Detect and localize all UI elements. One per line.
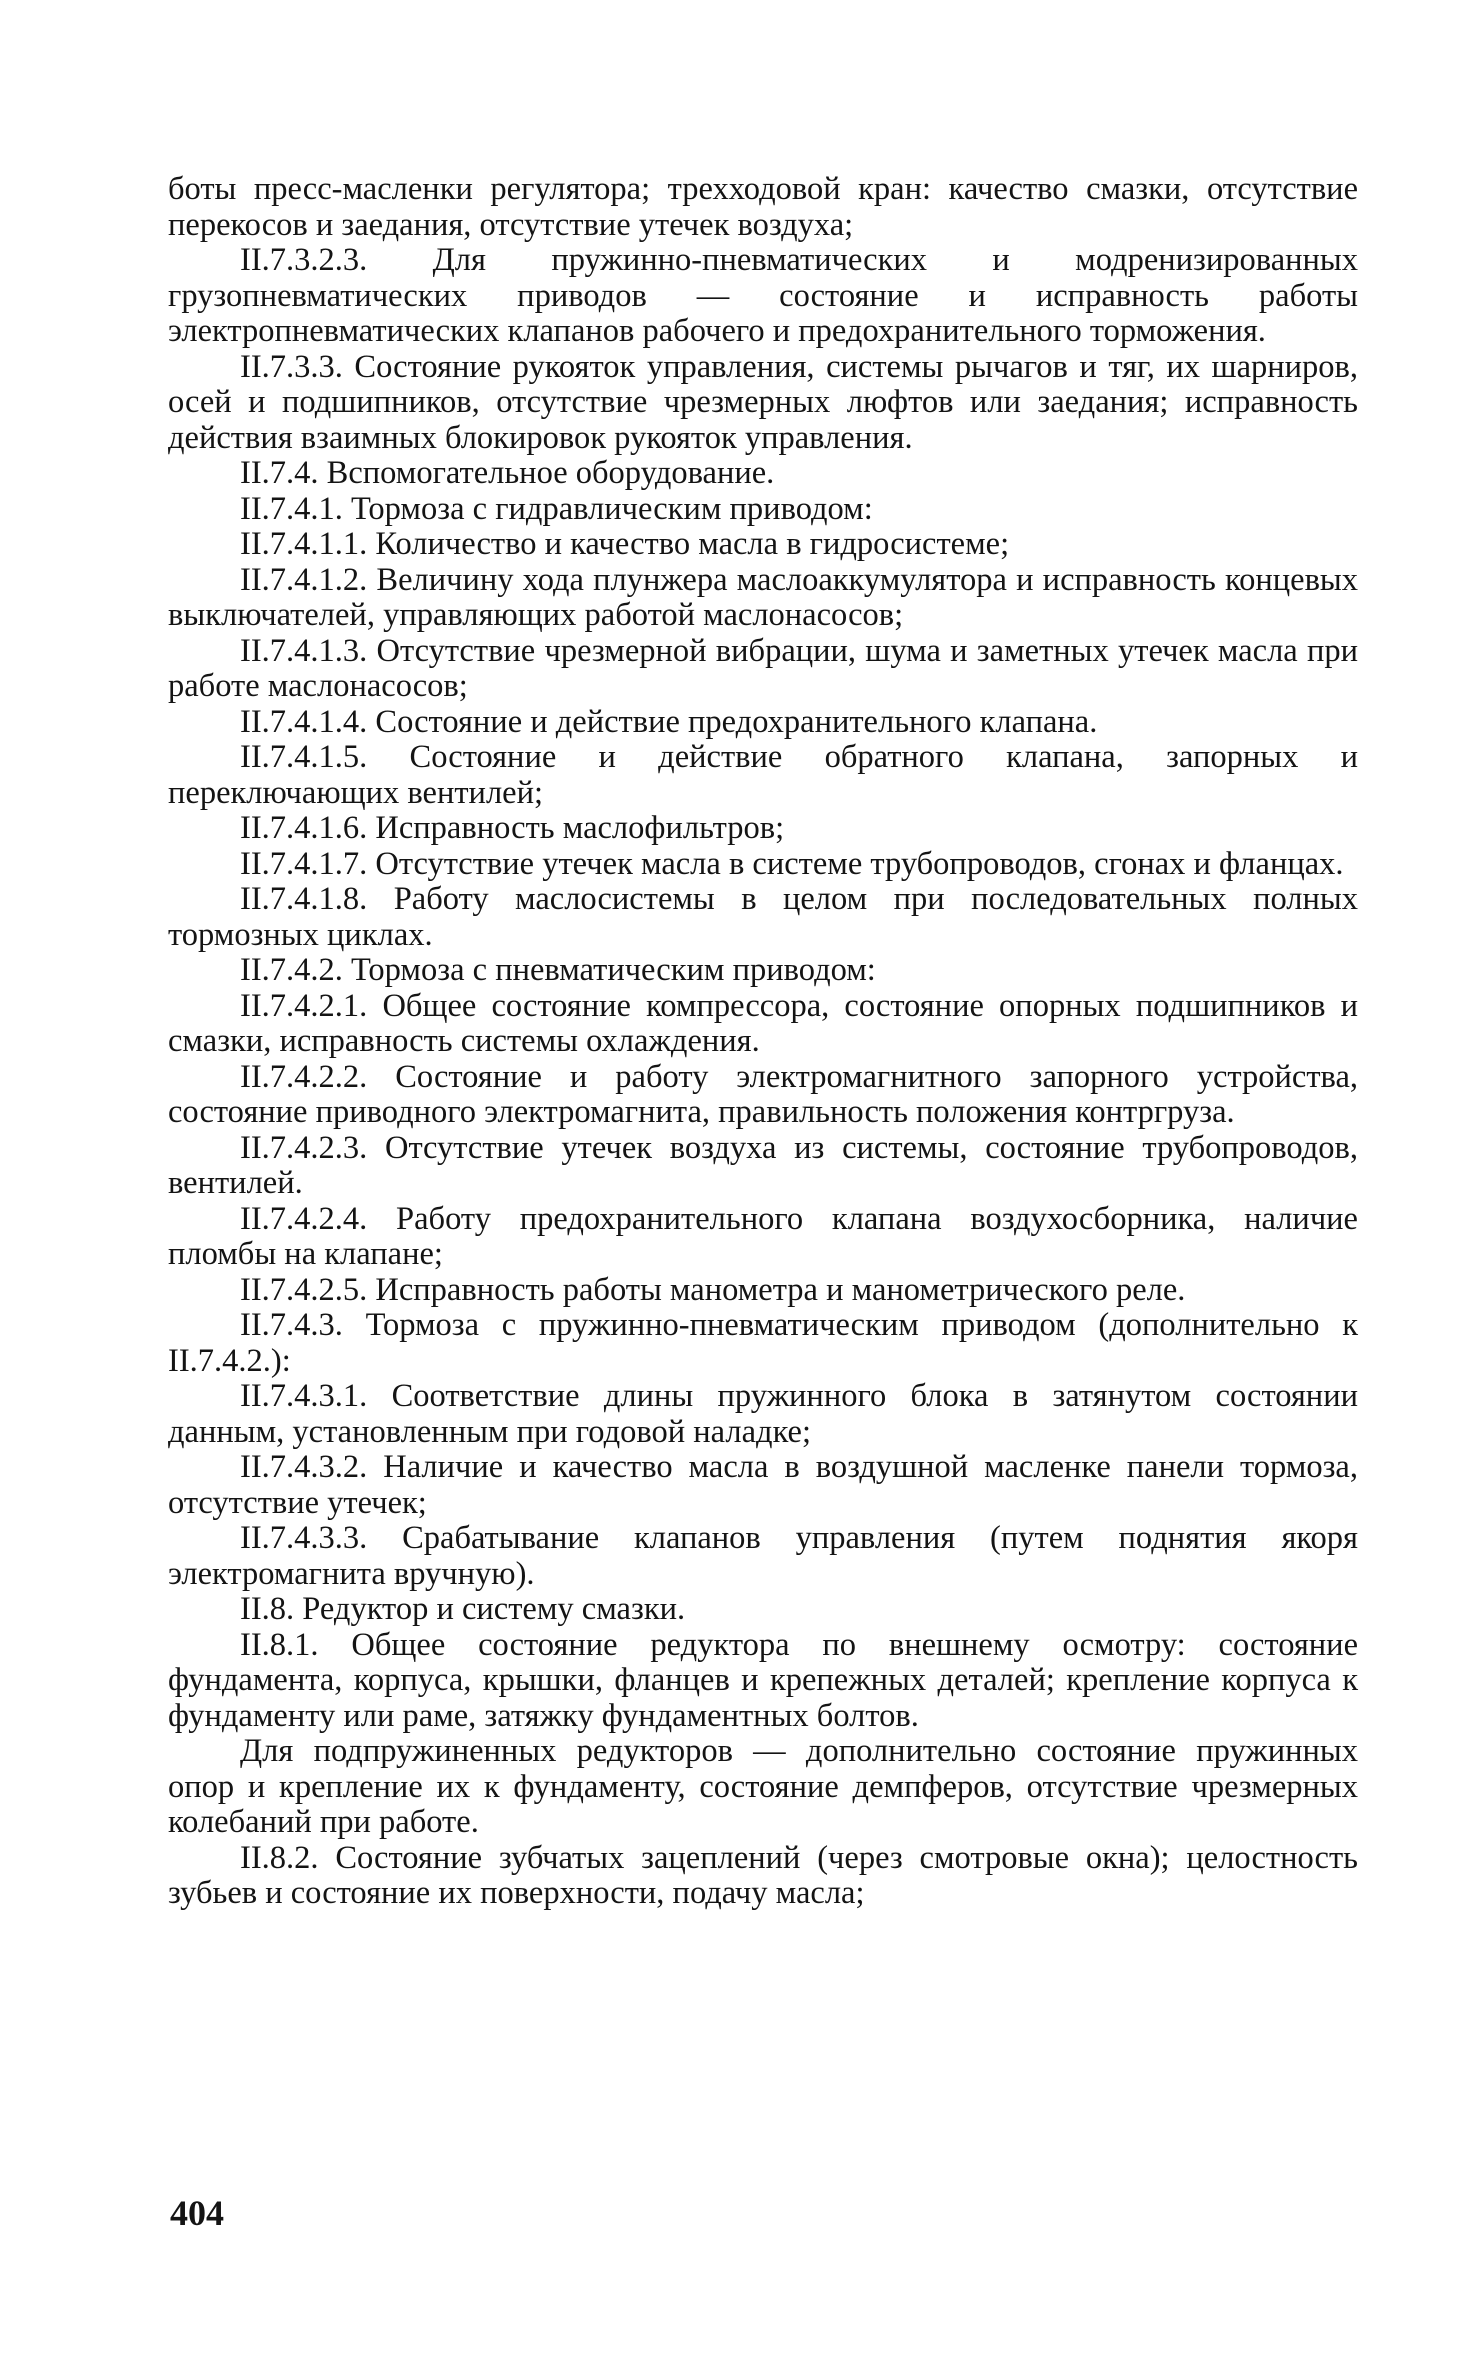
page-number: 404 [170, 2193, 224, 2233]
paragraph-19: II.7.4.2.5. Исправность работы манометра и манометрического реле. [240, 1271, 1186, 1308]
paragraph-18: II.7.4.2.4. Работу предохранительного клапана воздухосборника, наличие пломбы на клапане; [168, 1200, 1358, 1272]
paragraph-16: II.7.4.2.2. Состояние и работу электромагнитного запорного устройства, состояние приводного электромагнита, правильность положения контргруза. [168, 1058, 1358, 1130]
paragraph-3: II.7.3.3. Состояние рукояток управления, системы рычагов и тяг, их шарниров, осей и подшипников, отсутствие чрезмерных люфтов или заедания; исправность действия взаимных блокировок рукояток управления. [168, 348, 1358, 456]
paragraph-13: II.7.4.1.8. Работу маслосистемы в целом при последовательных полных тормозных циклах. [168, 881, 1358, 953]
paragraph-15: II.7.4.2.1. Общее состояние компрессора, состояние опорных подшипников и смазки, исправность системы охлаждения. [168, 987, 1358, 1059]
paragraph-27: II.8.2. Состояние зубчатых зацеплений (через смотровые окна); целостность зубьев и состояние их поверхности, подачу масла; [168, 1839, 1358, 1911]
paragraph-12: II.7.4.1.7. Отсутствие утечек масла в системе трубопроводов, сгонах и фланцах. [240, 845, 1344, 882]
paragraph-10: II.7.4.1.5. Состояние и действие обратного клапана, запорных и переключающих вентилей; [168, 739, 1358, 811]
paragraph-6: II.7.4.1.1. Количество и качество масла в гидросистеме; [240, 526, 1010, 562]
paragraph-25: II.8.1. Общее состояние редуктора по внешнему осмотру: состояние фундамента, корпуса, крышки, фланцев и крепежных деталей; крепление корпуса к фундаменту или раме, затяжку фундаментных болтов. [168, 1626, 1358, 1734]
paragraph-21: II.7.4.3.1. Соответствие длины пружинного блока в затянутом состоянии данным, установленным при годовой наладке; [168, 1378, 1358, 1450]
paragraph-11: II.7.4.1.6. Исправность маслофильтров; [240, 810, 785, 846]
paragraph-26: Для подпружиненных редукторов — дополнительно состояние пружинных опор и крепление их к фундаменту, состояние демпферов, отсутствие чрезмерных колебаний при работе. [168, 1733, 1358, 1840]
paragraph-24: II.8. Редуктор и систему смазки. [240, 1591, 686, 1627]
paragraph-1: боты пресс-масленки регулятора; трехходовой кран: качество смазки, отсутствие перекосов и заедания, отсутствие утечек воздуха; [168, 171, 1358, 243]
paragraph-2: II.7.3.2.3. Для пружинно-пневматических и модренизированных грузопневматических приводов — состояние и исправность работы электропневматических клапанов рабочего и предохранительного торможения. [168, 242, 1358, 349]
paragraph-8: II.7.4.1.3. Отсутствие чрезмерной вибрации, шума и заметных утечек масла при работе маслонасосов; [168, 632, 1358, 704]
paragraph-23: II.7.4.3.3. Срабатывание клапанов управления (путем поднятия якоря электромагнита вручную). [168, 1520, 1358, 1592]
paragraph-7: II.7.4.1.2. Величину хода плунжера маслоаккумулятора и исправность концевых выключателей, управляющих работой маслонасосов; [168, 561, 1358, 633]
paragraph-5: II.7.4.1. Тормоза с гидравлическим приводом: [240, 490, 873, 527]
paragraph-4: II.7.4. Вспомогательное оборудование. [240, 455, 775, 491]
paragraph-17: II.7.4.2.3. Отсутствие утечек воздуха из системы, состояние трубопроводов, вентилей. [168, 1129, 1358, 1201]
paragraph-20: II.7.4.3. Тормоза с пружинно-пневматическим приводом (дополнительно к II.7.4.2.): [168, 1307, 1358, 1379]
paragraph-14: II.7.4.2. Тормоза с пневматическим приводом: [240, 952, 876, 988]
paragraph-22: II.7.4.3.2. Наличие и качество масла в воздушной масленке панели тормоза, отсутствие утечек; [168, 1449, 1358, 1521]
page-body [168, 172, 1358, 1912]
paragraph-9: II.7.4.1.4. Состояние и действие предохранительного клапана. [240, 703, 1098, 740]
